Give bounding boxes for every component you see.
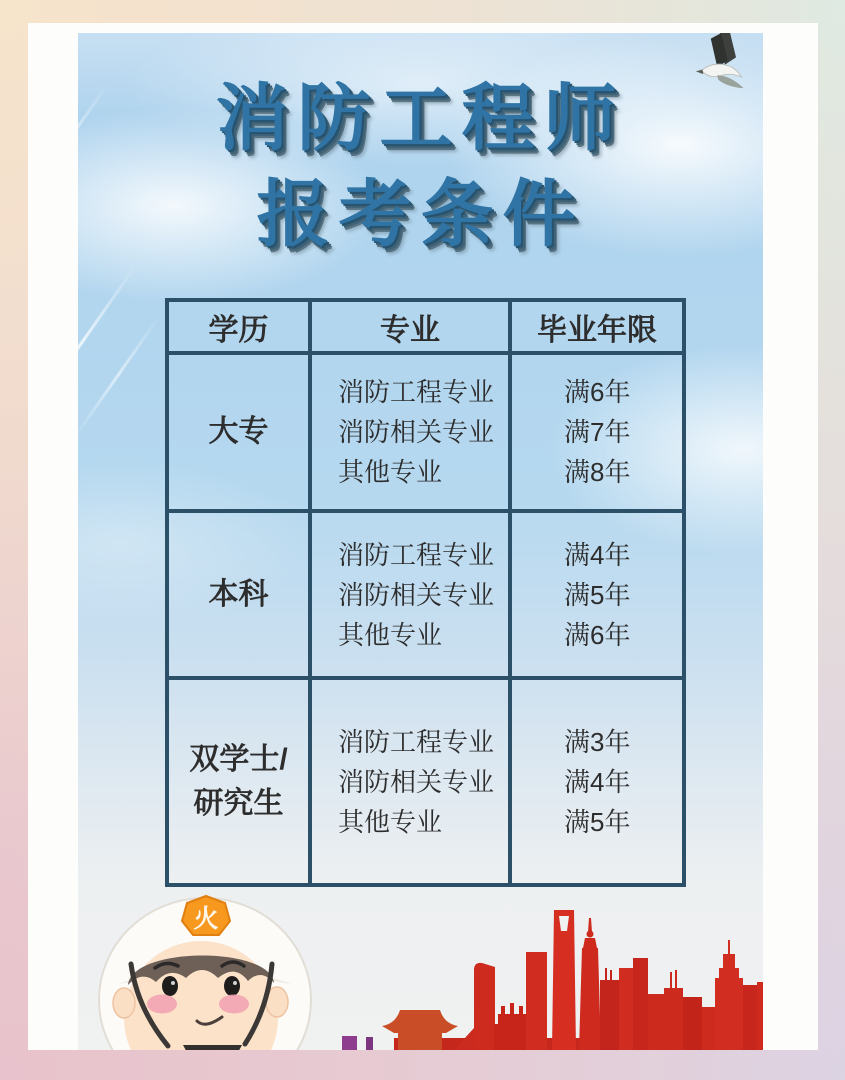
years-line: 满4年 [564, 539, 631, 570]
education-label: 研究生 [193, 786, 284, 820]
education-label: 大专 [208, 415, 269, 448]
table-row [167, 511, 684, 678]
years-line: 满5年 [564, 806, 631, 837]
major-line: 消防相关专业 [338, 579, 495, 610]
col-header-major: 专业 [310, 300, 510, 353]
light-streak [78, 264, 137, 421]
fire-engineer-mascot [98, 888, 312, 1050]
poster-title [78, 71, 763, 263]
education-label: 双学士/ [189, 742, 288, 776]
years-line: 满6年 [564, 377, 631, 407]
col-header-years: 毕业年限 [510, 300, 684, 353]
years-line: 满4年 [564, 766, 631, 797]
table-row [167, 353, 684, 511]
education-label: 本科 [208, 577, 269, 611]
fire-badge-icon: 火 [193, 905, 219, 933]
col-header-education: 学历 [167, 300, 310, 353]
light-streak [78, 314, 162, 439]
table-header-row [167, 300, 684, 353]
major-line: 其他专业 [338, 457, 443, 487]
major-line: 消防工程专业 [338, 539, 495, 570]
title-line-2: 报考条件 [256, 174, 585, 255]
major-line: 其他专业 [338, 619, 443, 650]
major-line: 消防工程专业 [338, 726, 495, 757]
poster-content [78, 33, 763, 1050]
major-line: 消防相关专业 [338, 417, 495, 447]
major-line: 消防工程专业 [338, 377, 495, 407]
years-line: 满5年 [564, 579, 631, 610]
major-line: 其他专业 [338, 806, 443, 837]
major-line: 消防相关专业 [338, 766, 495, 797]
years-line: 满3年 [564, 726, 631, 757]
years-line: 满8年 [564, 457, 631, 487]
years-line: 满6年 [564, 619, 631, 650]
years-line: 满7年 [564, 417, 631, 447]
city-skyline-graphic [338, 870, 763, 1050]
title-line-1: 消防工程师 [215, 78, 626, 159]
requirements-table [165, 298, 686, 887]
table-row [167, 678, 684, 885]
poster-mat [28, 23, 818, 1050]
